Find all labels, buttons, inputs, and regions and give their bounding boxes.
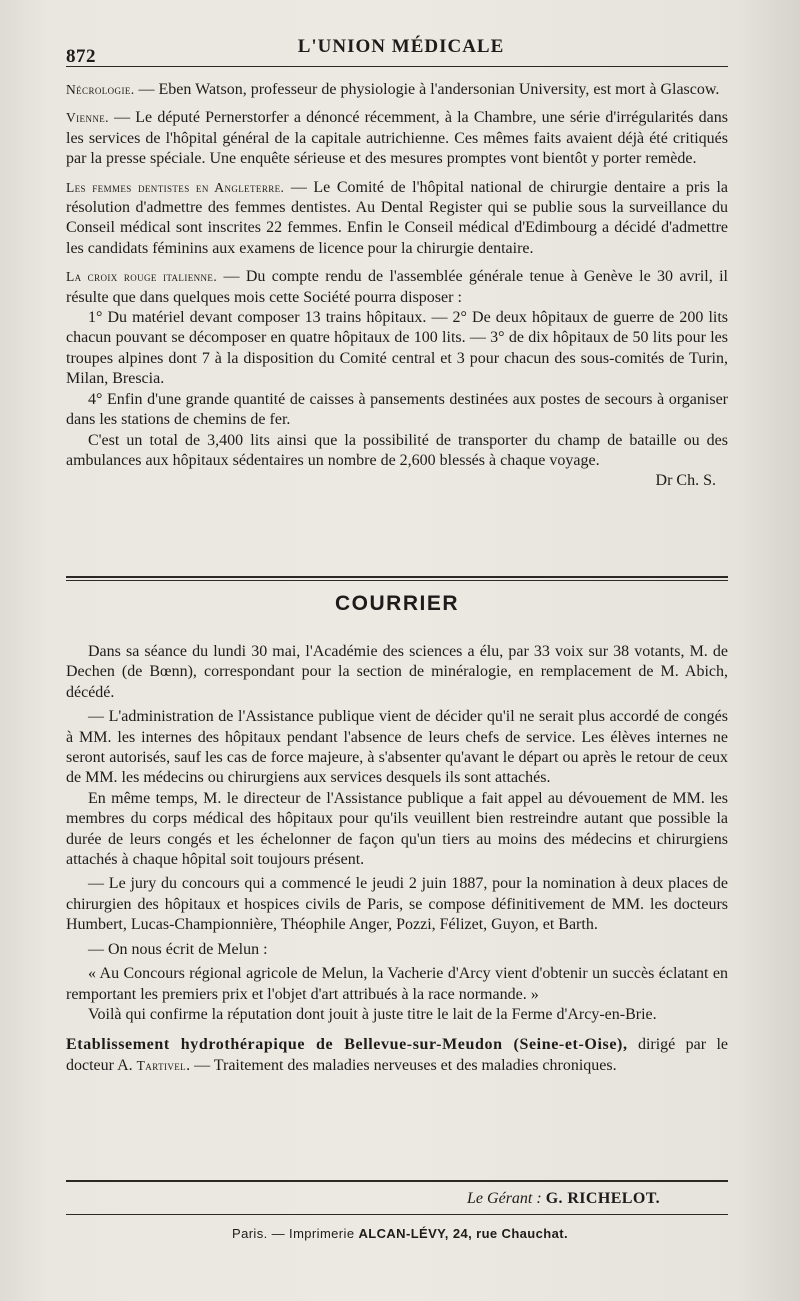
news-vienne: Vienne. — Le député Pernerstorfer a dénoncé récemment, à la Chambre, une série d'irrégularités dans les services de l'hôpital général de la capitale autrichienne. Ces mêmes faits avaient déjà été critiqués par la presse spéciale. Une enquête sérieuse et des mesures promptes vont bientôt y porter remède. <box>66 109 728 168</box>
news-femmes-dentistes: Les femmes dentistes en Angleterre. — Le Comité de l'hôpital national de chirurgie dentaire a pris la résolution d'admettre des femmes dentistes. Au Dental Register qui se publie sous la surveillance du Conseil médical sont inscrites 22 femmes. Enfin le Conseil médical d'Edimbourg a décidé d'admettre les candidats féminins aux examens de licence pour la chirurgie dentaire. <box>66 178 728 257</box>
section-rule-bottom <box>66 580 728 581</box>
gerant-line: Le Gérant : G. RICHELOT. <box>467 1190 660 1207</box>
signature: Dr Ch. S. <box>655 472 716 490</box>
courrier-paragraph: « Au Concours régional agricole de Melun, la Vacherie d'Arcy vient d'obtenir un succès éclatant en remportant les premiers prix et l'objet d'art attribués à la race normande. » <box>66 965 728 1003</box>
footer-rule-bottom <box>66 1214 728 1215</box>
page-number: 872 <box>66 46 96 67</box>
courrier-paragraph: Dans sa séance du lundi 30 mai, l'Académie des sciences a élu, par 33 voix sur 38 votants, M. de Dechen (de Bœnn), correspondant pour la section de minéralogie, en remplacement de M. Abich, décédé. <box>66 643 728 701</box>
section-title: COURRIER <box>334 592 459 615</box>
footer-rule-top <box>66 1180 728 1182</box>
news-section <box>66 80 728 492</box>
croix-rouge-total: C'est un total de 3,400 lits ainsi que la possibilité de transporter du champ de bataille ou des ambulances aux hôpitaux sédentaires un nombre de 2,600 blessés à chaque voyage. <box>66 431 728 469</box>
section-rule-top <box>66 576 728 578</box>
courrier-paragraph: — L'administration de l'Assistance publique vient de décider qu'il ne serait plus accordé de congés à MM. les internes des hôpitaux pendant l'absence de leurs chefs de service. Les élèves internes ne seront autorisés, sauf les cas de force majeure, à s'absenter qu'avant le départ ou après le retour de ceux de MM. les médecins ou chirurgiens aux services desquels ils sont attachés. <box>66 708 728 787</box>
header-rule <box>66 66 728 67</box>
announcement: Etablissement hydrothérapique de Bellevue-sur-Meudon (Seine-et-Oise), dirigé par le docteur A. Tartivel. — Traitement des maladies nerveuses et des maladies chroniques. <box>66 1036 729 1074</box>
printer-line: Paris. — Imprimerie ALCAN-LÉVY, 24, rue Chauchat. <box>232 1226 568 1241</box>
courrier-section <box>66 642 728 1076</box>
courrier-paragraph: — On nous écrit de Melun : <box>88 940 268 958</box>
journal-title: L'UNION MÉDICALE <box>297 36 505 57</box>
croix-rouge-item-4: 4° Enfin d'une grande quantité de caisses à pansements destinées aux postes de secours à organiser dans les stations de chemins de fer. <box>66 390 728 429</box>
croix-rouge-items: 1° Du matériel devant composer 13 trains hôpitaux. — 2° De deux hôpitaux de guerre de 200 lits chacun pouvant se décomposer en quatre hôpitaux de 100 lits. — 3° de dix hôpitaux de 50 lits pour les troupes alpines dont 7 à la disposition du Comité central et 3 pour chacun des sous-comités de Turin, Milan, Brescia. <box>66 309 728 388</box>
page-header <box>66 34 736 67</box>
news-croix-rouge: La croix rouge italienne. — Du compte rendu de l'assemblée générale tenue à Genève le 30 avril, il résulte que dans quelques mois cette Société pourra disposer : <box>66 268 728 306</box>
courrier-paragraph: En même temps, M. le directeur de l'Assistance publique a fait appel au dévouement de MM. les membres du corps médical des hôpitaux pour qu'ils veuillent bien restreindre autant que possible la durée de leurs congés et les échelonner de façon qu'un tiers au moins des médecins et chirurgiens attachés à chaque hôpital soit toujours présent. <box>66 789 728 869</box>
courrier-paragraph: — Le jury du concours qui a commencé le jeudi 2 juin 1887, pour la nomination à deux places de chirurgien des hôpitaux et hospices civils de Paris, se compose définitivement de MM. les docteurs Humbert, Lucas-Championnière, Théophile Anger, Pozzi, Félizet, Guyon, et Barth. <box>66 875 728 934</box>
announcement-name: Etablissement hydrothérapique de Bellevue-sur-Meudon (Seine-et-Oise), <box>66 1036 628 1054</box>
news-necrologie: Nécrologie. — Eben Watson, professeur de physiologie à l'andersonian University, est mort à Glascow. <box>66 81 720 98</box>
courrier-paragraph: Voilà qui confirme la réputation dont jouit à juste titre le lait de la Ferme d'Arcy-en-Brie. <box>88 1005 657 1023</box>
